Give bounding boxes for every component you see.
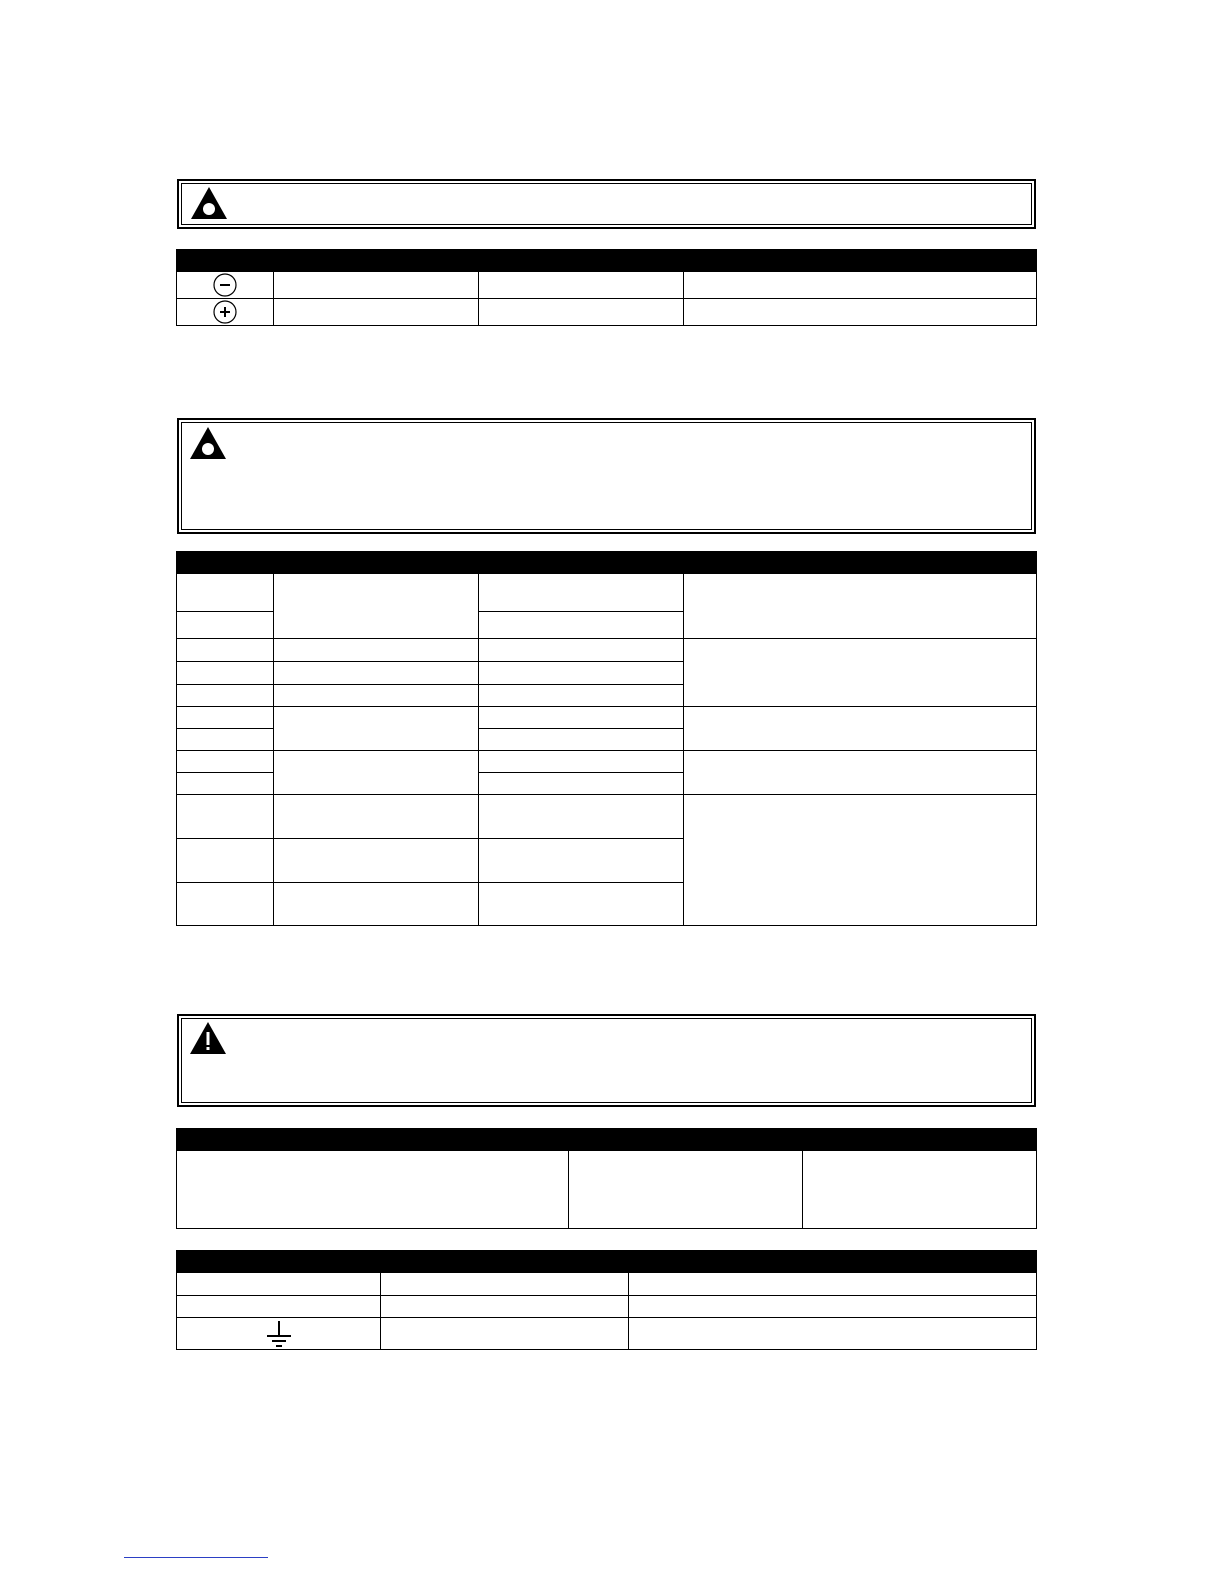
table-cell bbox=[629, 1273, 1037, 1296]
table-cell bbox=[274, 662, 479, 685]
table-cell bbox=[177, 1296, 381, 1318]
warning-notice-3 bbox=[177, 1014, 1036, 1107]
table-row bbox=[177, 299, 1037, 326]
table-cell bbox=[177, 639, 274, 662]
table-cell bbox=[569, 1151, 803, 1229]
table-row bbox=[177, 639, 1037, 662]
table-row bbox=[177, 272, 1037, 299]
table-cell bbox=[629, 1296, 1037, 1318]
table-row bbox=[177, 574, 1037, 612]
table-cell bbox=[274, 795, 479, 839]
table-cell bbox=[684, 707, 1037, 751]
terminal-table-1 bbox=[176, 249, 1037, 326]
table-header-row bbox=[177, 1129, 1037, 1151]
table-row bbox=[177, 1273, 1037, 1296]
table-header-cell bbox=[274, 250, 479, 272]
table-cell bbox=[274, 272, 479, 299]
table-cell bbox=[684, 299, 1037, 326]
table-cell bbox=[479, 729, 684, 751]
table-cell bbox=[479, 662, 684, 685]
table-header-cell bbox=[177, 1129, 569, 1151]
table-cell bbox=[479, 773, 684, 795]
table-row bbox=[177, 751, 1037, 773]
table-cell bbox=[684, 639, 1037, 707]
table-row bbox=[177, 707, 1037, 729]
table-cell bbox=[177, 1151, 569, 1229]
table-cell bbox=[177, 685, 274, 707]
table-header-cell bbox=[569, 1129, 803, 1151]
table-cell bbox=[479, 685, 684, 707]
caution-notice-2 bbox=[177, 418, 1036, 534]
table-cell bbox=[177, 883, 274, 926]
table-cell bbox=[274, 574, 479, 639]
table-cell bbox=[177, 299, 274, 326]
caution-notice-1 bbox=[177, 179, 1036, 229]
table-cell bbox=[274, 751, 479, 795]
table-cell bbox=[381, 1273, 629, 1296]
table-row bbox=[177, 1151, 1037, 1229]
table-cell bbox=[479, 639, 684, 662]
table-header-cell bbox=[381, 1251, 629, 1273]
warning-exclamation-icon bbox=[188, 1020, 228, 1056]
connection-table-2 bbox=[176, 551, 1037, 926]
table-cell bbox=[684, 751, 1037, 795]
caution-dot-icon bbox=[188, 425, 228, 461]
table-cell bbox=[177, 773, 274, 795]
table-header-cell bbox=[177, 250, 274, 272]
table-header-cell bbox=[684, 552, 1037, 574]
table-cell bbox=[479, 299, 684, 326]
table-header-cell bbox=[684, 250, 1037, 272]
table-cell bbox=[274, 839, 479, 883]
table-cell bbox=[274, 639, 479, 662]
table-cell bbox=[274, 685, 479, 707]
table-cell bbox=[684, 795, 1037, 926]
table-cell bbox=[479, 751, 684, 773]
table-cell bbox=[479, 612, 684, 639]
power-table-4 bbox=[176, 1250, 1037, 1350]
table-header-cell bbox=[479, 250, 684, 272]
table-row bbox=[177, 795, 1037, 839]
plus-terminal-icon bbox=[212, 299, 238, 325]
table-cell bbox=[479, 272, 684, 299]
table-cell bbox=[629, 1318, 1037, 1350]
table-cell bbox=[274, 707, 479, 751]
table-row bbox=[177, 1296, 1037, 1318]
table-header-cell bbox=[177, 552, 274, 574]
ground-icon bbox=[264, 1319, 294, 1349]
table-header-cell bbox=[177, 1251, 381, 1273]
table-cell bbox=[177, 795, 274, 839]
table-header-cell bbox=[803, 1129, 1037, 1151]
table-cell bbox=[177, 729, 274, 751]
table-cell bbox=[177, 574, 274, 612]
spec-table-3 bbox=[176, 1128, 1037, 1229]
table-cell bbox=[803, 1151, 1037, 1229]
hyperlink-underline[interactable] bbox=[124, 1557, 268, 1558]
caution-dot-icon bbox=[189, 185, 229, 221]
table-header-row bbox=[177, 1251, 1037, 1273]
table-cell bbox=[479, 707, 684, 729]
table-cell bbox=[177, 662, 274, 685]
table-cell bbox=[274, 883, 479, 926]
table-header-row bbox=[177, 552, 1037, 574]
table-cell bbox=[177, 839, 274, 883]
table-cell bbox=[177, 612, 274, 639]
table-cell bbox=[479, 839, 684, 883]
table-cell bbox=[381, 1318, 629, 1350]
table-cell bbox=[684, 272, 1037, 299]
minus-terminal-icon bbox=[212, 272, 238, 298]
table-header-cell bbox=[479, 552, 684, 574]
table-cell bbox=[177, 707, 274, 729]
table-cell bbox=[177, 1318, 381, 1350]
table-cell bbox=[177, 1273, 381, 1296]
table-cell bbox=[479, 883, 684, 926]
table-header-cell bbox=[629, 1251, 1037, 1273]
table-header-cell bbox=[274, 552, 479, 574]
table-cell bbox=[479, 795, 684, 839]
table-cell bbox=[177, 272, 274, 299]
table-row bbox=[177, 1318, 1037, 1350]
table-cell bbox=[177, 751, 274, 773]
table-cell bbox=[274, 299, 479, 326]
table-cell bbox=[479, 574, 684, 612]
table-cell bbox=[684, 574, 1037, 639]
table-cell bbox=[381, 1296, 629, 1318]
table-header-row bbox=[177, 250, 1037, 272]
